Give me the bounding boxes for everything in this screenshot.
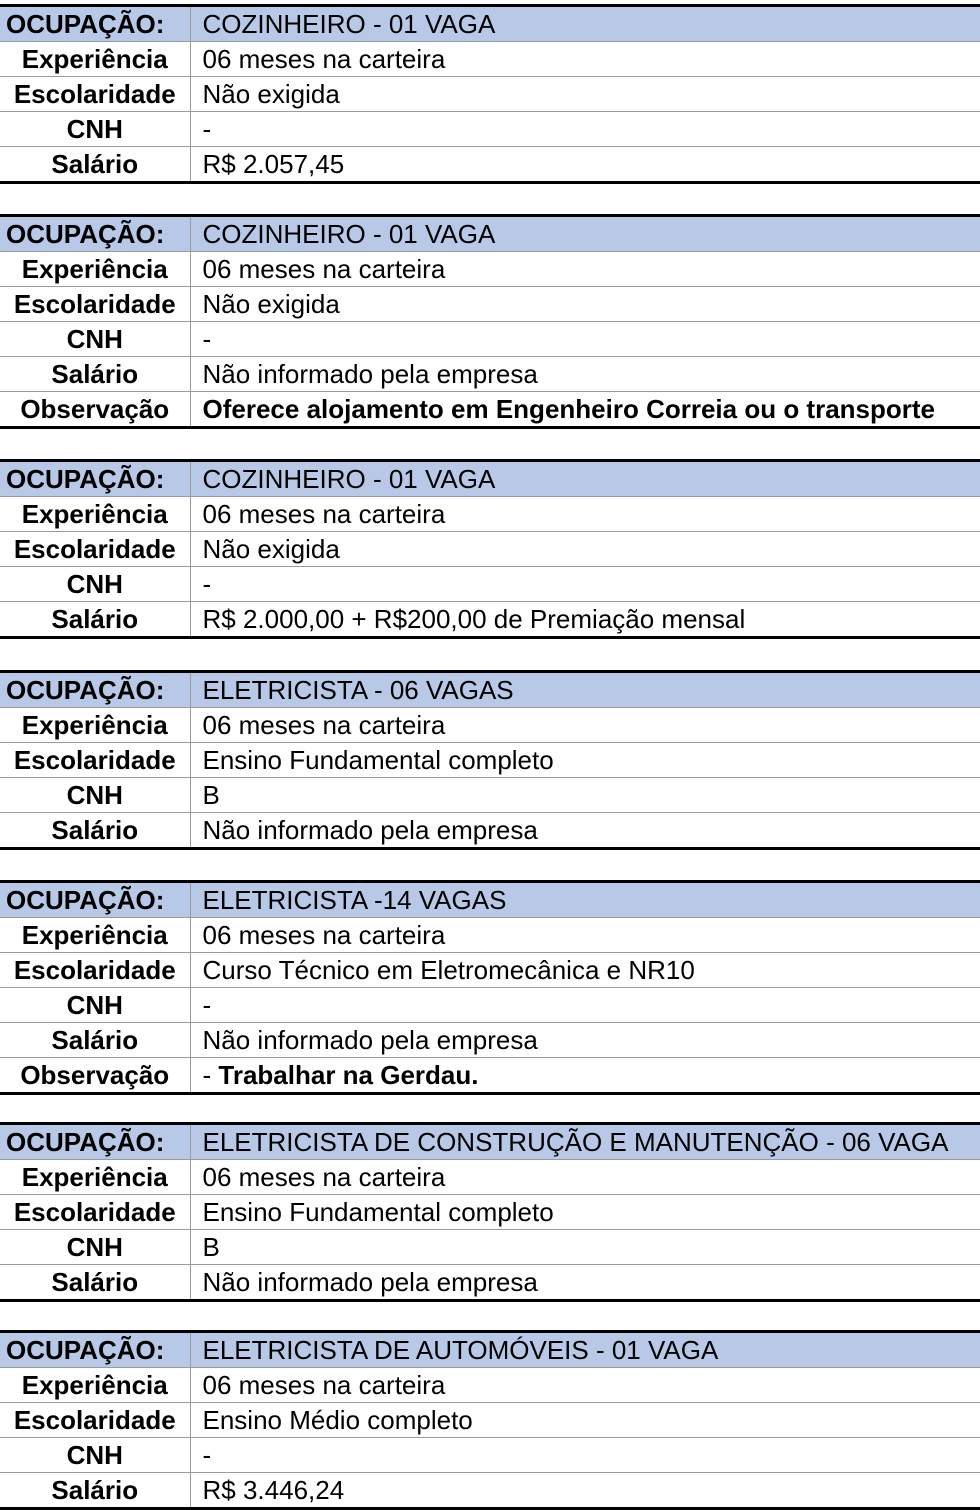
occupation-value: COZINHEIRO - 01 VAGA — [190, 6, 980, 42]
salary-value: R$ 3.446,24 — [202, 1475, 345, 1505]
license-label: CNH — [0, 988, 190, 1023]
job-table — [0, 1122, 980, 1302]
experience-value: 06 meses na carteira — [202, 1370, 446, 1400]
salary-value: Não informado pela empresa — [202, 1025, 538, 1055]
experience-row — [0, 497, 980, 532]
license-value: B — [202, 780, 220, 810]
salary-label: Salário — [0, 1023, 190, 1058]
license-value: - — [202, 1440, 212, 1470]
salary-value: Não informado pela empresa — [202, 815, 538, 845]
job-table — [0, 1330, 980, 1510]
experience-label: Experiência — [0, 42, 190, 77]
license-row — [0, 112, 980, 147]
occupation-value: ELETRICISTA - 06 VAGAS — [190, 672, 980, 708]
education-row — [0, 1195, 980, 1230]
experience-value: 06 meses na carteira — [202, 920, 446, 950]
observation-text: Oferece alojamento em Engenheiro Correia ou o transporte — [202, 394, 936, 424]
experience-value: 06 meses na carteira — [202, 254, 446, 284]
occupation-value: ELETRICISTA DE AUTOMÓVEIS - 01 VAGA — [190, 1332, 980, 1368]
education-row — [0, 532, 980, 567]
observation-label: Observação — [0, 392, 190, 428]
salary-value: Não informado pela empresa — [202, 1267, 538, 1297]
observation-prefix: - — [202, 1060, 219, 1090]
occupation-label: OCUPAÇÃO: — [0, 882, 190, 918]
job-card-cozinheiro-3 — [0, 459, 980, 639]
education-row — [0, 1403, 980, 1438]
experience-label: Experiência — [0, 1160, 190, 1195]
license-row — [0, 1230, 980, 1265]
license-row — [0, 778, 980, 813]
occupation-row — [0, 1332, 980, 1368]
occupation-label: OCUPAÇÃO: — [0, 672, 190, 708]
license-label: CNH — [0, 322, 190, 357]
license-label: CNH — [0, 567, 190, 602]
experience-row — [0, 42, 980, 77]
salary-label: Salário — [0, 147, 190, 183]
license-row — [0, 988, 980, 1023]
job-card-eletricista-construcao — [0, 1122, 980, 1302]
experience-row — [0, 1160, 980, 1195]
observation-value — [190, 392, 980, 428]
experience-label: Experiência — [0, 252, 190, 287]
license-value: - — [202, 114, 212, 144]
observation-row — [0, 392, 980, 428]
occupation-value: ELETRICISTA DE CONSTRUÇÃO E MANUTENÇÃO - 06 VAGA — [190, 1124, 980, 1160]
license-label: CNH — [0, 1438, 190, 1473]
experience-label: Experiência — [0, 918, 190, 953]
job-card-eletricista-automoveis — [0, 1330, 980, 1510]
occupation-label: OCUPAÇÃO: — [0, 1124, 190, 1160]
salary-label: Salário — [0, 602, 190, 638]
occupation-row — [0, 216, 980, 252]
education-value: Curso Técnico em Eletromecânica e NR10 — [202, 955, 695, 985]
education-value: Não exigida — [202, 79, 340, 109]
experience-label: Experiência — [0, 1368, 190, 1403]
occupation-row — [0, 461, 980, 497]
experience-value: 06 meses na carteira — [202, 710, 446, 740]
license-value: - — [202, 990, 212, 1020]
education-row — [0, 953, 980, 988]
license-value: - — [202, 324, 212, 354]
salary-row — [0, 1473, 980, 1509]
occupation-label: OCUPAÇÃO: — [0, 461, 190, 497]
education-row — [0, 743, 980, 778]
salary-row — [0, 1265, 980, 1301]
occupation-row — [0, 6, 980, 42]
experience-row — [0, 252, 980, 287]
license-row — [0, 322, 980, 357]
education-label: Escolaridade — [0, 1195, 190, 1230]
job-card-eletricista-1 — [0, 670, 980, 850]
experience-row — [0, 708, 980, 743]
observation-text: Trabalhar na Gerdau. — [218, 1060, 479, 1090]
salary-row — [0, 813, 980, 849]
education-value: Não exigida — [202, 289, 340, 319]
salary-row — [0, 602, 980, 638]
job-card-eletricista-2 — [0, 880, 980, 1095]
license-label: CNH — [0, 112, 190, 147]
occupation-label: OCUPAÇÃO: — [0, 1332, 190, 1368]
experience-row — [0, 918, 980, 953]
occupation-value: COZINHEIRO - 01 VAGA — [190, 216, 980, 252]
license-value: - — [202, 569, 212, 599]
experience-value: 06 meses na carteira — [202, 499, 446, 529]
occupation-row — [0, 882, 980, 918]
salary-row — [0, 147, 980, 183]
license-label: CNH — [0, 778, 190, 813]
license-label: CNH — [0, 1230, 190, 1265]
job-table — [0, 880, 980, 1095]
salary-value: R$ 2.000,00 + R$200,00 de Premiação mensal — [202, 604, 746, 634]
salary-label: Salário — [0, 1265, 190, 1301]
salary-row — [0, 357, 980, 392]
education-row — [0, 77, 980, 112]
salary-value: Não informado pela empresa — [202, 359, 538, 389]
occupation-value: ELETRICISTA -14 VAGAS — [190, 882, 980, 918]
occupation-row — [0, 672, 980, 708]
job-table — [0, 459, 980, 639]
education-value: Ensino Médio completo — [202, 1405, 473, 1435]
education-label: Escolaridade — [0, 287, 190, 322]
license-value: B — [202, 1232, 220, 1262]
education-row — [0, 287, 980, 322]
observation-value — [190, 1058, 980, 1094]
job-table — [0, 670, 980, 850]
experience-value: 06 meses na carteira — [202, 1162, 446, 1192]
experience-label: Experiência — [0, 497, 190, 532]
salary-label: Salário — [0, 813, 190, 849]
occupation-label: OCUPAÇÃO: — [0, 6, 190, 42]
experience-row — [0, 1368, 980, 1403]
education-value: Não exigida — [202, 534, 340, 564]
education-label: Escolaridade — [0, 743, 190, 778]
license-row — [0, 1438, 980, 1473]
education-label: Escolaridade — [0, 1403, 190, 1438]
license-row — [0, 567, 980, 602]
job-table — [0, 214, 980, 429]
job-card-cozinheiro-1 — [0, 4, 980, 184]
job-table — [0, 4, 980, 184]
experience-value: 06 meses na carteira — [202, 44, 446, 74]
education-label: Escolaridade — [0, 532, 190, 567]
education-value: Ensino Fundamental completo — [202, 1197, 554, 1227]
occupation-row — [0, 1124, 980, 1160]
job-card-cozinheiro-2 — [0, 214, 980, 429]
occupation-value: COZINHEIRO - 01 VAGA — [190, 461, 980, 497]
salary-label: Salário — [0, 357, 190, 392]
salary-label: Salário — [0, 1473, 190, 1509]
salary-value: R$ 2.057,45 — [202, 149, 345, 179]
observation-label: Observação — [0, 1058, 190, 1094]
observation-row — [0, 1058, 980, 1094]
experience-label: Experiência — [0, 708, 190, 743]
education-value: Ensino Fundamental completo — [202, 745, 554, 775]
salary-row — [0, 1023, 980, 1058]
education-label: Escolaridade — [0, 77, 190, 112]
occupation-label: OCUPAÇÃO: — [0, 216, 190, 252]
education-label: Escolaridade — [0, 953, 190, 988]
